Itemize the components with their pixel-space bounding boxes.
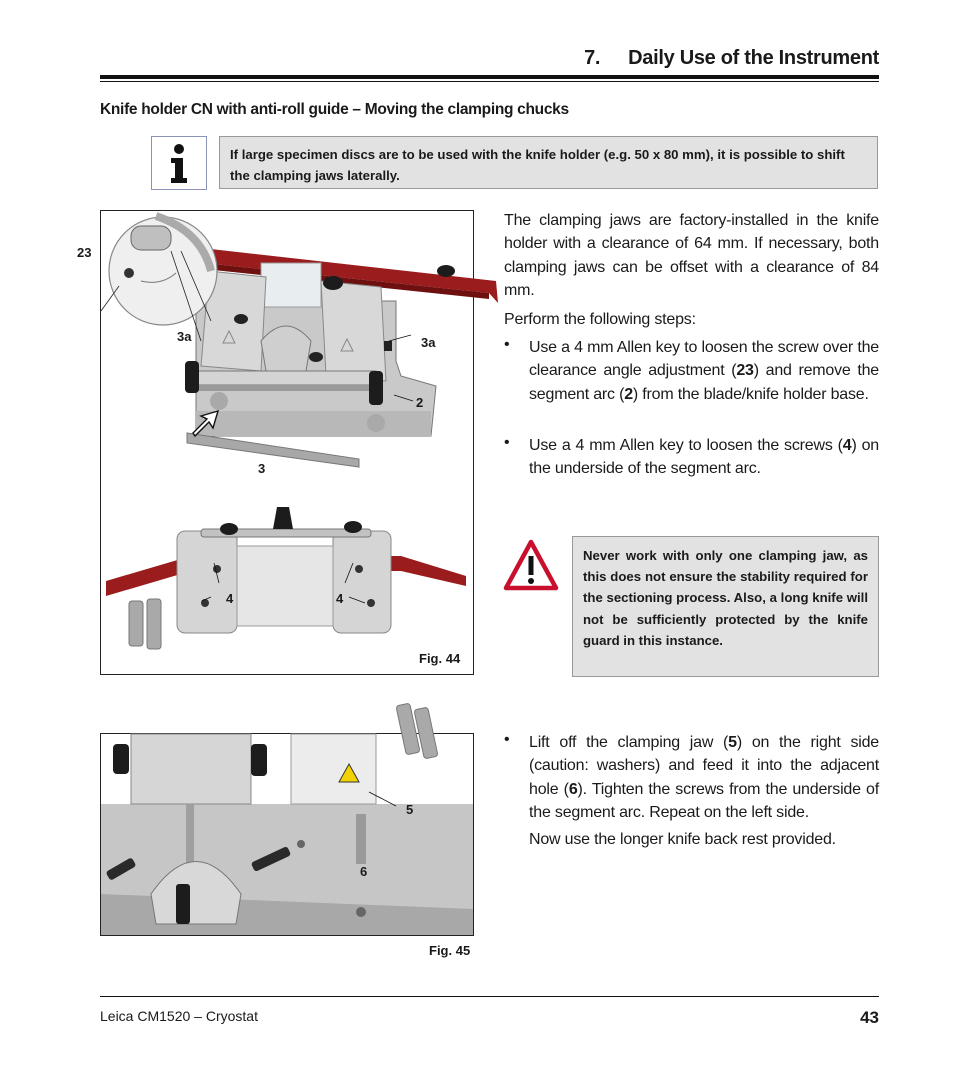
callout-5: 5 bbox=[406, 802, 414, 817]
info-icon bbox=[151, 136, 207, 190]
callout-3a-left: 3a bbox=[177, 329, 192, 344]
callout-4-left: 4 bbox=[226, 591, 234, 606]
bullet-1-marker: • bbox=[504, 336, 510, 353]
page-number: 43 bbox=[860, 1008, 879, 1027]
footer-rule bbox=[100, 996, 879, 997]
callout-23: 23 bbox=[77, 245, 92, 260]
callout-3: 3 bbox=[258, 461, 266, 476]
callout-6: 6 bbox=[360, 864, 368, 879]
figure-45-illustration bbox=[101, 734, 473, 935]
figure-44 bbox=[77, 210, 474, 675]
bullet-2-marker: • bbox=[504, 434, 510, 451]
header-rule-thick bbox=[100, 75, 879, 79]
figure-44-caption: Fig. 44 bbox=[419, 651, 461, 666]
section-heading: Knife holder CN with anti-roll guide – Moving the clamping chucks bbox=[100, 101, 569, 118]
callout-2: 2 bbox=[416, 395, 424, 410]
step-3-text: Lift off the clamping jaw (5) on the right side (caution: washers) and feed it into the adjacent hole (6). Tighten the screws from the underside of the segment arc. Repeat on the left side. bbox=[529, 734, 880, 821]
callout-4-right: 4 bbox=[336, 591, 344, 606]
figure-44-illustration bbox=[101, 211, 473, 674]
figure-45 bbox=[100, 733, 474, 936]
paragraph-clearance: The clamping jaws are factory-installed in the knife holder with a clearance of 64 mm. If necessary, both clamping jaws can be offset with a clearance of 84 mm. bbox=[504, 212, 879, 299]
callout-3a-right: 3a bbox=[421, 335, 436, 350]
bullet-3-marker: • bbox=[504, 731, 510, 748]
step-1-text: Use a 4 mm Allen key to loosen the screw over the clearance angle adjustment (23) and remove the segment arc (2) from the blade/knife holder base. bbox=[529, 339, 879, 403]
info-note: If large specimen discs are to be used with the knife holder (e.g. 50 x 80 mm), it is possible to shift the clamping jaws laterally. bbox=[219, 136, 878, 189]
warning-note: Never work with only one clamping jaw, as this does not ensure the stability required for the sectioning process. Also, a long knife will not be sufficiently protected by the knife guard in this instance. bbox=[572, 536, 879, 677]
page-header-title bbox=[584, 47, 879, 70]
paragraph-steps-intro: Perform the following steps: bbox=[504, 311, 696, 328]
section-number: 7. bbox=[584, 47, 601, 69]
header-rule-thin bbox=[100, 81, 879, 82]
figure-45-caption: Fig. 45 bbox=[429, 943, 471, 958]
step-3-followup: Now use the longer knife back rest provided. bbox=[529, 831, 836, 848]
footer-product: Leica CM1520 – Cryostat bbox=[100, 1008, 258, 1024]
warning-triangle-icon bbox=[502, 538, 560, 592]
step-2-text: Use a 4 mm Allen key to loosen the screws (4) on the underside of the segment arc. bbox=[529, 437, 879, 478]
section-title: Daily Use of the Instrument bbox=[628, 47, 879, 69]
